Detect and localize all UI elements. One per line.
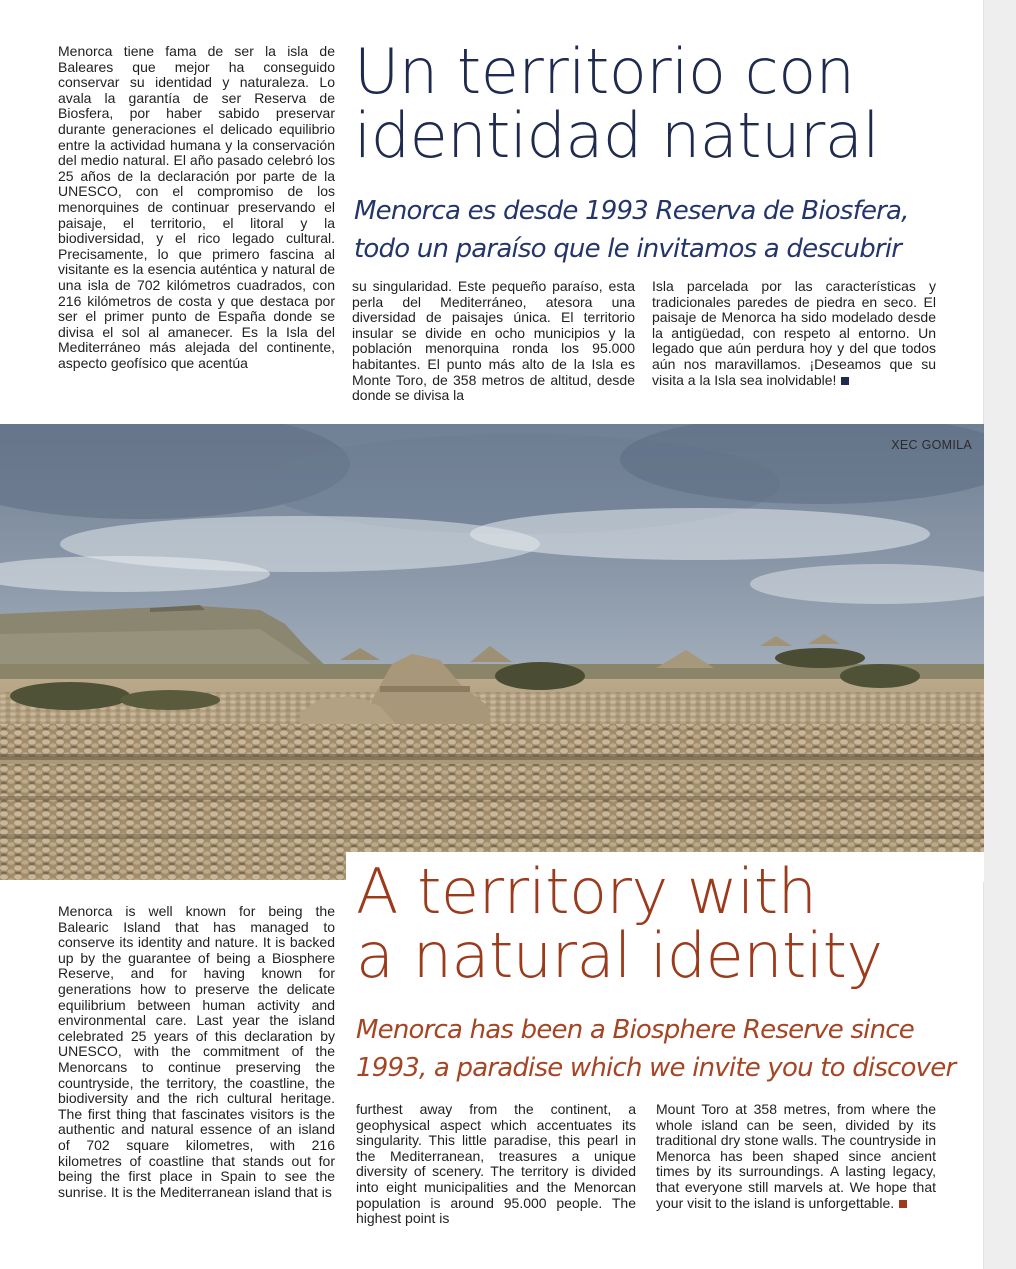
photo-credit: XEC GOMILA [891,438,972,452]
en-title-line-2: a natural identity [356,919,883,992]
es-title-line-2: identidad natural [354,99,880,172]
en-title-line-1: A territory with [356,855,817,928]
en-body-column-1: Menorca is well known for being the Balearic Island that has managed to conserve its identity and nature. It is backed up by the guarantee of being a Biosphere Reserve, and for having known for generations how to preserve the delicate equilibrium between human activity and environmental care. Last year the island celebrated 25 years of this declaration by UNESCO, with the commitment of the Menorcans to continue preserving the countryside, the territory, the coastline, the biodiversity and the rich cultural heritage. The first thing that fascinates visitors is the authentic and natural essence of an island of 702 square kilometres, with 216 kilometres of coastline that stands out for being the first place in Spain to see the sunrise. It is the Mediterranean island that is [58,903,335,1200]
es-subtitle-line-2: todo un paraíso que le invitamos a descubrir [354,234,902,264]
es-subtitle [354,192,909,268]
es-body-column-3: Isla parcelada por las características y tradicionales paredes de piedra en seco. El paisaje de Menorca ha sido modelado desde la antigüedad, con respeto al entorno. Un legado que aún perdura hoy y del que todos aún nos maravillamos. ¡Deseamos que su visita a la Isla sea inolvidable! [652,278,936,388]
es-body-column-2: su singularidad. Este pequeño paraíso, esta perla del Mediterráneo, atesora una diversidad de paisajes única. El territorio insular se divide en ocho municipios y la población menorquina ronda los 95.000 habitantes. El punto más alto de la Isla es Monte Toro, de 358 metros de altitud, desde donde se divisa la [352,278,635,404]
end-of-article-mark [841,377,849,385]
menorca-landscape-image [0,424,984,880]
end-of-article-mark-en [899,1200,907,1208]
en-title [356,855,883,992]
es-body-column-1: Menorca tiene fama de ser la isla de Baleares que mejor ha conseguido conservar su identidad y naturaleza. Lo avala la garantía de ser Reserva de Biosfera, por haber sabido preservar durante generaciones el delicado equilibrio entre la actividad humana y la conservación del medio natural. El año pasado celebró los 25 años de la declaración por parte de la UNESCO, con el compromiso de los menorquines de continuar preservando el paisaje, el territorio, el litoral y la biodiversidad, y el rico legado cultural. Precisamente, lo que primero fascina al visitante es la esencia auténtica y natural de una isla de 702 kilómetros cuadrados, con 216 kilómetros de costa y que destaca por ser el primer punto de España donde se divisa el sol al amanecer. Es la Isla del Mediterráneo más alejada del continente, aspecto geofísico que acentúa [58,43,335,371]
landscape-photo [0,424,984,880]
en-body-column-3: Mount Toro at 358 metres, from where the whole island can be seen, divided by its traditional dry stone walls. The countryside in Menorca has been shaped since ancient times by its surroundings. A lasting legacy, that everyone still marvels at. We hope that your visit to the island is unforgettable. [656,1101,936,1211]
en-body-column-2: furthest away from the continent, a geophysical aspect which accentuates its singularity. This little paradise, this pearl in the Mediterranean, treasures a unique diversity of scenery. The territory is divided into eight municipalities and the Menorcan population is around 95.000 people. The highest point is [356,1101,636,1227]
es-title-line-1: Un territorio con [354,35,855,108]
en-subtitle-line-1: Menorca has been a Biosphere Reserve since [356,1015,914,1045]
en-subtitle-line-2: 1993, a paradise which we invite you to discover [356,1053,956,1083]
page-edge-strip [983,0,1016,1269]
es-title [354,35,880,172]
en-subtitle [356,1011,955,1087]
es-subtitle-line-1: Menorca es desde 1993 Reserva de Biosfera, [354,196,909,226]
